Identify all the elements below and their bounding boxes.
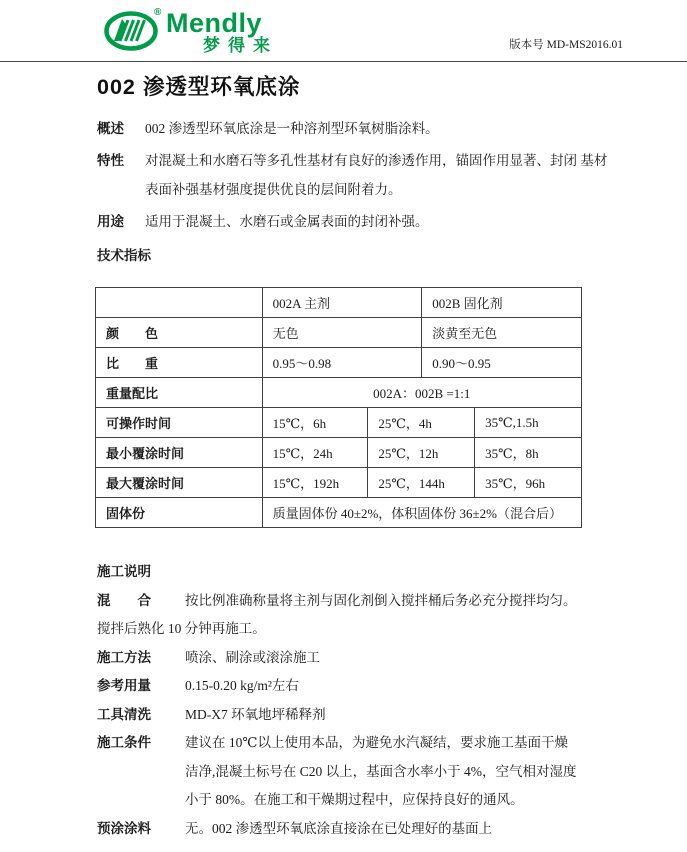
overview-text: 002 渗透型环氧底涂是一种溶剂型环氧树脂涂料。 [145,121,439,136]
brand-name-cn: 梦得来 [203,36,278,55]
conditions-line-1: 建议在 10℃以上使用本品，为避免水汽凝结，要求施工基面干燥 [185,735,568,750]
max-recoat-35c: 35℃，96h [475,468,582,498]
pot-life-15c: 15℃，6h [262,408,368,438]
brand-name-en: Mendly [166,8,263,38]
method-label: 施工方法 [97,649,151,665]
max-recoat-15c: 15℃，192h [262,468,368,498]
method-item [97,644,614,673]
features-line-1: 对混凝土和水磨石等多孔性基材有良好的渗透作用，锚固作用显著、封闭 [145,153,577,168]
conditions-line-2: 洁净,混凝土标号在 C20 以上，基面含水率小于 4%，空气相对湿度 [185,763,577,779]
min-recoat-35c: 35℃，8h [475,438,582,468]
min-recoat-25c: 25℃，12h [368,438,475,468]
solids-label: 固体份 [96,498,263,528]
overview-label: 概述 [97,121,124,136]
gravity-hardener: 0.90～0.95 [422,348,582,378]
header-empty-cell [96,288,263,318]
precoat-item [97,815,614,844]
header-main-agent: 002A 主剂 [262,288,422,318]
cleaning-text: MD-X7 环氧地坪稀释剂 [185,706,326,722]
table-row-ratio [96,378,582,408]
application-section [97,558,614,843]
min-recoat-15c: 15℃，24h [262,438,368,468]
precoat-label: 预涂涂料 [97,820,151,836]
table-row-color [96,318,582,348]
color-label: 颜 色 [96,318,263,348]
dosage-item [97,672,614,701]
gravity-main: 0.95～0.98 [262,348,422,378]
cleaning-label: 工具清洗 [97,706,151,722]
table-row-max-recoat [96,468,582,498]
table-row-pot-life [96,408,582,438]
features-line-2: 基材表面补强基材强度提供优良的层间附着力。 [145,153,608,197]
method-text: 喷涂、刷涂或滚涂施工 [185,649,320,665]
usage-text: 适用于混凝土、水磨石或金属表面的封闭补强。 [145,214,429,229]
conditions-line-3: 小于 80%。在施工和干燥期过程中，应保持良好的通风。 [185,792,524,807]
pot-life-25c: 25℃，4h [368,408,475,438]
features-label: 特性 [97,153,124,168]
mendly-logo-icon [104,8,162,52]
conditions-label: 施工条件 [97,735,151,750]
mixing-note: 搅拌后熟化 10 分钟再施工。 [97,621,266,636]
precoat-text: 无。002 渗透型环氧底涂直接涂在已处理好的基面上 [185,820,493,836]
version-number: 版本号 MD-MS2016.01 [509,39,623,51]
pot-life-label: 可操作时间 [96,408,263,438]
intro-sections [97,114,614,270]
registered-trademark-icon: ® [154,7,162,18]
table-row-solids [96,498,582,528]
features-text [145,146,614,204]
min-recoat-label: 最小覆涂时间 [96,438,263,468]
section-overview [97,114,614,143]
conditions-item [97,729,614,815]
dosage-text: 0.15-0.20 kg/m²左右 [185,678,299,693]
color-main: 无色 [262,318,422,348]
tech-specs-table [95,287,582,528]
brand-text [166,10,278,55]
table-row-min-recoat [96,438,582,468]
table-row-header [96,288,582,318]
max-recoat-25c: 25℃，144h [368,468,475,498]
header-divider [0,61,687,62]
cleaning-item [97,701,614,730]
mixing-label: 混 合 [97,592,151,608]
ratio-label: 重量配比 [96,378,263,408]
ratio-value: 002A：002B =1:1 [262,378,581,408]
max-recoat-label: 最大覆涂时间 [96,468,263,498]
color-hardener: 淡黄至无色 [422,318,582,348]
section-features [97,146,614,204]
header-hardener: 002B 固化剂 [422,288,582,318]
pot-life-35c: 35℃,1.5h [475,408,582,438]
application-heading: 施工说明 [97,564,151,579]
dosage-label: 参考用量 [97,678,151,693]
tech-specs-heading: 技术指标 [97,248,151,263]
page-title: 002 渗透型环氧底涂 [97,75,301,99]
mixing-text: 按比例准确称量将主剂与固化剂倒入搅拌桶后务必充分搅拌均匀。 [185,592,577,608]
table-row-gravity [96,348,582,378]
conditions-text [185,729,614,815]
gravity-label: 比 重 [96,348,263,378]
section-usage [97,207,614,236]
usage-label: 用途 [97,214,124,229]
mixing-item [97,587,614,616]
brand-logo [104,8,278,55]
solids-value: 质量固体份 40±2%，体积固体份 36±2%（混合后） [262,498,581,528]
